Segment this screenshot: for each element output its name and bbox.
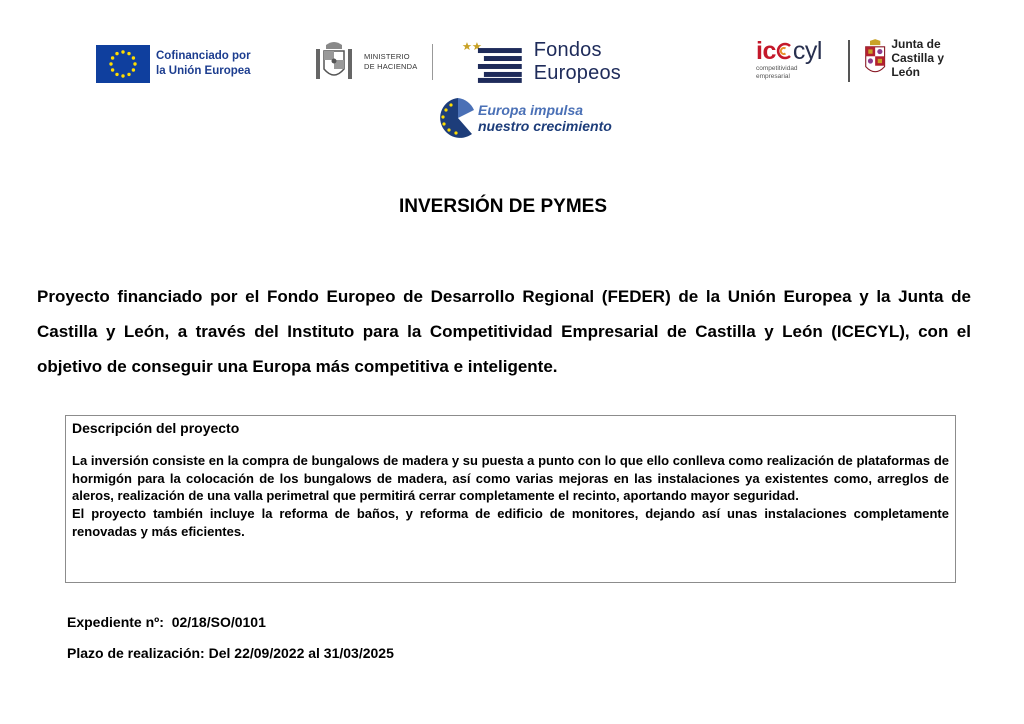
project-description-body — [72, 452, 949, 541]
icecyl-sub-line2: empresarial — [756, 72, 790, 80]
jcyl-line2: Castilla y León — [891, 51, 945, 79]
project-description-heading: Descripción del proyecto — [72, 420, 240, 436]
eu-logo-line2: la Unión Europea — [156, 65, 251, 77]
icecyl-logo — [756, 38, 840, 84]
eu-cofinanced-logo — [96, 44, 266, 84]
hacienda-line1: MINISTERIO — [364, 52, 410, 61]
europa-impulsa-text — [478, 102, 612, 134]
ministerio-hacienda-logo — [312, 38, 436, 86]
fondos-europeos-logo — [462, 40, 694, 84]
hacienda-logo-text — [364, 52, 417, 72]
junta-castilla-leon-logo — [864, 32, 964, 84]
plazo-line — [67, 645, 394, 661]
icecyl-wordmark-start: ic — [756, 37, 776, 65]
europa-impulsa-globe-icon — [436, 96, 476, 140]
impulsa-line1: Europa impulsa — [478, 102, 584, 118]
expediente-value: 02/18/SO/0101 — [171, 614, 266, 630]
project-description-box — [65, 415, 956, 583]
jcyl-line1: Junta de — [891, 37, 941, 51]
impulsa-line2: nuestro crecimiento — [478, 118, 612, 134]
project-description-paragraph-2: El proyecto también incluye la reforma de baños, y reforma de edificio de monitores, dejando así unas instalaciones completamente renovadas y más eficientes. — [72, 506, 949, 539]
icecyl-wordmark — [756, 38, 840, 64]
icecyl-e-mark-icon — [776, 42, 793, 60]
project-description-paragraph-1: La inversión consiste en la compra de bungalows de madera y su puesta a punto con lo que ello conlleva como realización de plataformas de hormigón para la colocación de los bungalows de madera, así como varias mejoras en las instalaciones ya existentes como, arreglos de aleros, realización de una valla perimetral que permitirá cerrar completamente el recinto, aportando mayor seguridad. — [72, 453, 949, 504]
jcyl-divider — [848, 40, 850, 82]
plazo-value: Del 22/09/2022 al 31/03/2025 — [208, 645, 394, 661]
eu-logo-line1: Cofinanciado por — [156, 50, 251, 62]
europa-impulsa-logo — [436, 93, 628, 143]
fondos-europeos-text: Fondos Europeos — [533, 39, 621, 84]
funding-statement: Proyecto financiado por el Fondo Europeo de Desarrollo Regional (FEDER) de la Unión Europea y la Junta de Castilla y León, a través del Instituto para la Competitividad Empresarial de Castilla y León (ICECYL), con el objetivo de conseguir una Europa más competitiva e inteligente. — [37, 287, 971, 376]
hacienda-line2: DE HACIENDA — [364, 62, 418, 71]
eu-flag-icon — [96, 45, 150, 83]
icecyl-sub-line1: competitividad — [756, 65, 798, 72]
jcyl-logo-text — [891, 37, 964, 79]
spain-coat-of-arms-icon — [312, 39, 356, 85]
icecyl-wordmark-end: cyl — [792, 37, 822, 65]
castilla-leon-shield-icon — [864, 36, 886, 80]
expediente-label: Expediente nº: — [67, 614, 164, 630]
expediente-line — [67, 614, 266, 630]
fondos-europeos-emblem-icon — [462, 40, 524, 84]
eu-logo-text — [156, 49, 251, 79]
icecyl-subtitle — [756, 65, 840, 80]
plazo-label: Plazo de realización: — [67, 645, 205, 661]
document-title: INVERSIÓN DE PYMES — [399, 196, 607, 217]
hacienda-divider — [432, 44, 433, 80]
